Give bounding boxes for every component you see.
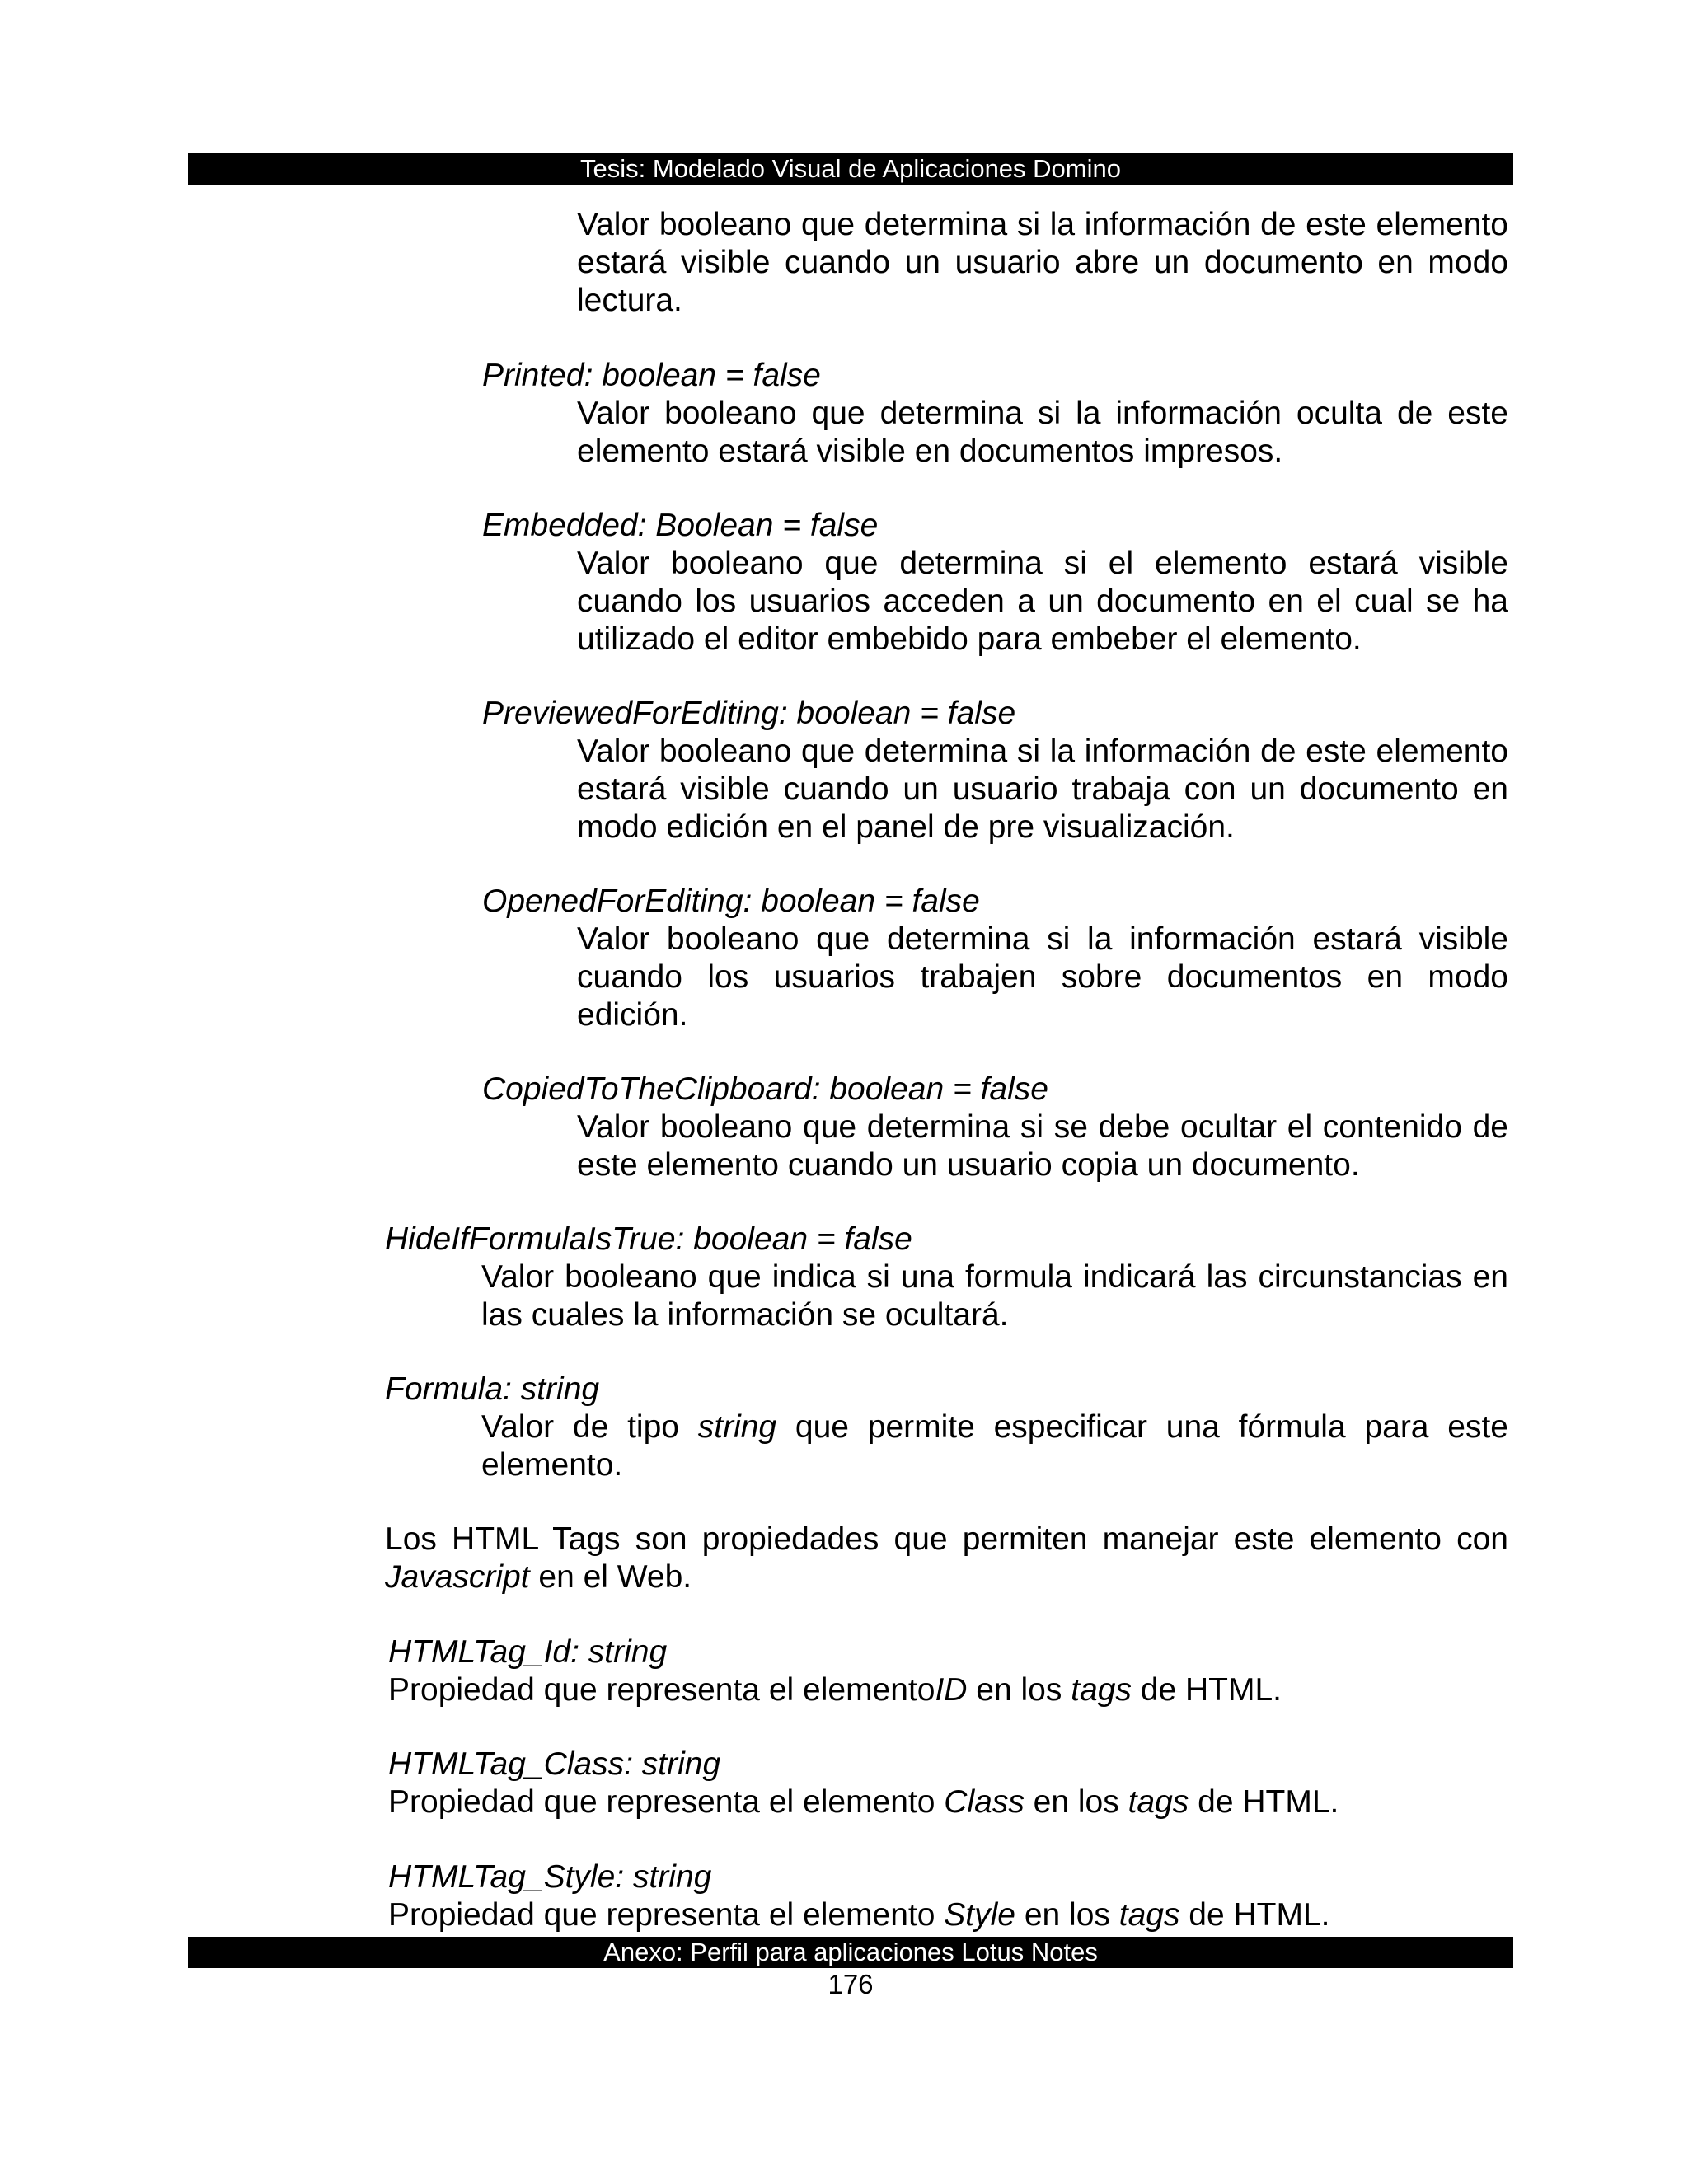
previewed-signature: PreviewedForEditing: boolean = false bbox=[482, 696, 1016, 731]
opened-description: Valor booleano que determina si la información estará visible cuando los usuarios trabajen sobre documentos en modo edición. bbox=[577, 921, 1508, 1033]
footer-title: Anexo: Perfil para aplicaciones Lotus Notes bbox=[603, 1938, 1098, 1966]
copied-signature: CopiedToTheClipboard: boolean = false bbox=[482, 1071, 1048, 1107]
printed-signature: Printed: boolean = false bbox=[482, 358, 821, 393]
formula-description: Valor de tipo string que permite especificar una fórmula para este elemento. bbox=[481, 1409, 1508, 1483]
hideif-signature: HideIfFormulaIsTrue: boolean = false bbox=[385, 1221, 912, 1257]
previewed-description: Valor booleano que determina si la información de este elemento estará visible cuando un usuario trabaja con un documento en modo edición en el panel de pre visualización. bbox=[577, 733, 1508, 845]
embedded-signature: Embedded: Boolean = false bbox=[482, 508, 879, 543]
htmltag-style-description: Propiedad que representa el elemento Style en los tags de HTML. bbox=[388, 1897, 1330, 1933]
htmltag-style-signature: HTMLTag_Style: string bbox=[388, 1859, 712, 1895]
opened-signature: OpenedForEditing: boolean = false bbox=[482, 883, 980, 919]
htmltag-class-description: Propiedad que representa el elemento Class en los tags de HTML. bbox=[388, 1784, 1339, 1820]
header-bar bbox=[188, 153, 1513, 185]
htmltag-class-signature: HTMLTag_Class: string bbox=[388, 1746, 721, 1782]
htmltag-id-signature: HTMLTag_Id: string bbox=[388, 1634, 668, 1670]
intro-description: Valor booleano que determina si la información de este elemento estará visible cuando un usuario abre un documento en modo lectura. bbox=[577, 207, 1508, 318]
copied-description: Valor booleano que determina si se debe ocultar el contenido de este elemento cuando un usuario copia un documento. bbox=[577, 1109, 1508, 1183]
printed-description: Valor booleano que determina si la información oculta de este elemento estará visible en documentos impresos. bbox=[577, 396, 1508, 469]
html-tags-intro: Los HTML Tags son propiedades que permiten manejar este elemento con Javascript en el Web. bbox=[385, 1521, 1508, 1595]
htmltag-id-description: Propiedad que representa el elementoID en los tags de HTML. bbox=[388, 1672, 1282, 1708]
formula-signature: Formula: string bbox=[385, 1371, 600, 1407]
embedded-description: Valor booleano que determina si el elemento estará visible cuando los usuarios acceden a un documento en el cual se ha utilizado el editor embebido para embeber el elemento. bbox=[577, 546, 1508, 657]
footer-bar bbox=[188, 1937, 1513, 1968]
page-number: 176 bbox=[828, 1969, 874, 1999]
hideif-description: Valor booleano que indica si una formula indicará las circunstancias en las cuales la información se ocultará. bbox=[481, 1259, 1508, 1333]
header-title: Tesis: Modelado Visual de Aplicaciones Domino bbox=[580, 154, 1121, 183]
